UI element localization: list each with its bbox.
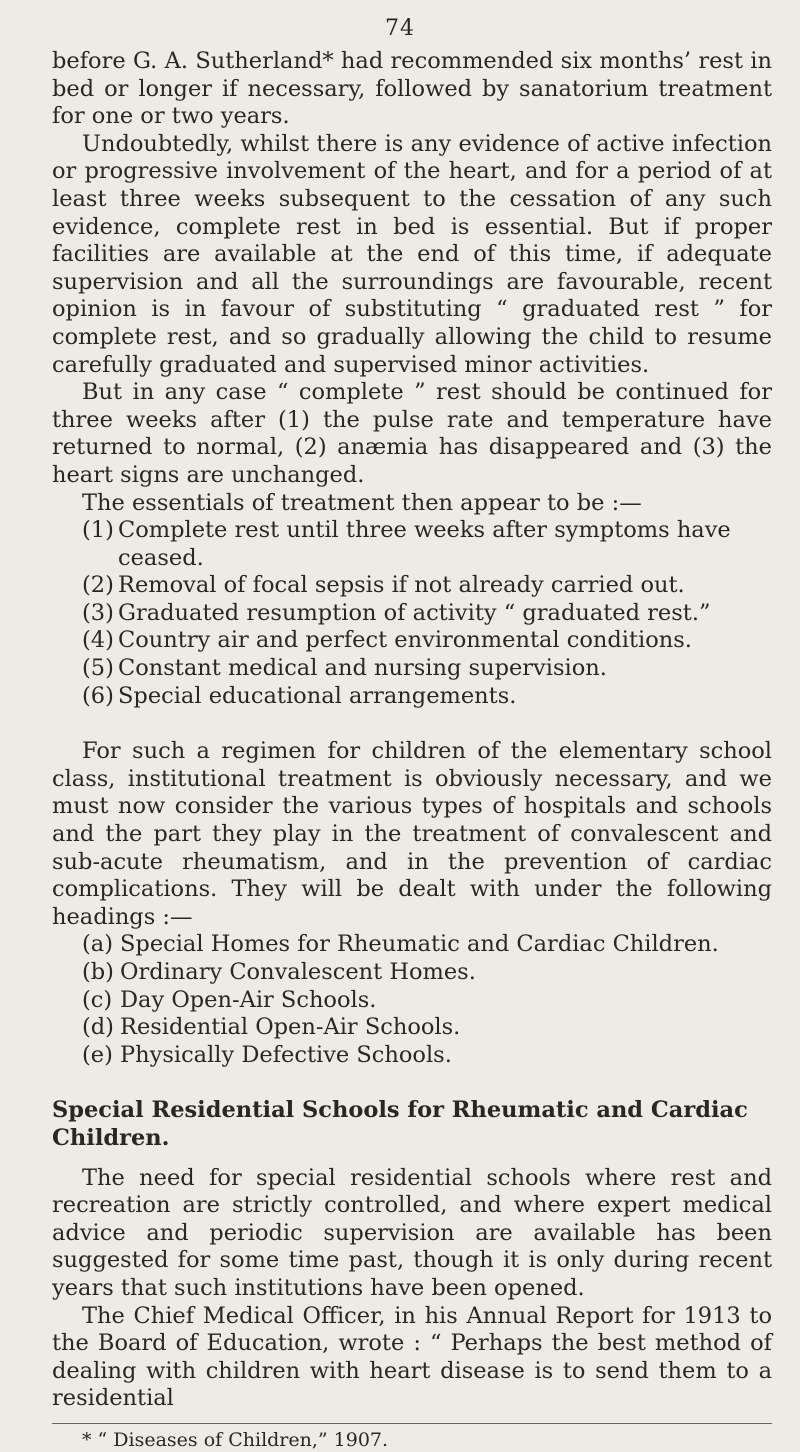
- spacer: [52, 1069, 772, 1097]
- paragraph: before G. A. Sutherland* had recommended six months’ rest in bed or longer if necessary, followed by sanatorium treatment for one or two years.: [52, 48, 772, 130]
- list-item: (1) Complete rest until three weeks after symptoms have ceased.: [82, 517, 731, 571]
- page-number: 74: [385, 16, 415, 41]
- body-text: [52, 48, 772, 1452]
- footnote: * “ Diseases of Children,” 1907.: [82, 1428, 389, 1451]
- paragraph: But in any case “ complete ” rest should be continued for three weeks after (1) the pulse rate and temperature have returned to normal, (2) anæmia has disappeared and (3) the heart signs are unchanged.: [52, 379, 772, 488]
- paragraph: For such a regimen for children of the elementary school class, institutional treatment is obviously necessary, and we must now consider the various types of hospitals and schools and the part they play in the treatment of convalescent and sub-acute rheumatism, and in the prevention of cardiac complications. They will be dealt with under the following headings :—: [52, 738, 772, 930]
- list-item: (5) Constant medical and nursing supervision.: [82, 655, 607, 682]
- essentials-list: [52, 517, 772, 710]
- list-item: (6) Special educational arrangements.: [82, 682, 517, 709]
- list-item: (a) Special Homes for Rheumatic and Cardiac Children.: [82, 931, 719, 958]
- list-item: (c) Day Open-Air Schools.: [82, 986, 377, 1013]
- list-item: (4) Country air and perfect environmental conditions.: [82, 627, 692, 654]
- paragraph-list-intro: The essentials of treatment then appear to be :—: [82, 489, 642, 516]
- list-item: (d) Residential Open-Air Schools.: [82, 1014, 461, 1041]
- list-item: (e) Physically Defective Schools.: [82, 1041, 452, 1068]
- headings-list: [52, 931, 772, 1069]
- spacer: [52, 710, 772, 738]
- section-heading-continued: Children.: [52, 1124, 170, 1151]
- footnote-rule: [52, 1423, 772, 1424]
- paragraph: Undoubtedly, whilst there is any evidence of active infection or progressive involvement of the heart, and for a period of at least three weeks subsequent to the cessation of any such evidence, complete rest in bed is essential. But if proper facilities are available at the end of this time, if adequate supervision and all the surroundings are favourable, recent opinion is in favour of substituting “ graduated rest ” for complete rest, and so gradually allowing the child to resume carefully graduated and supervised minor activities.: [52, 130, 772, 378]
- list-item: (2) Removal of focal sepsis if not already carried out.: [82, 572, 685, 599]
- list-item: (b) Ordinary Convalescent Homes.: [82, 959, 476, 985]
- paragraph: The need for special residential schools where rest and recreation are strictly controlled, and where expert medical advice and periodic supervision are available has been suggested for some time past, though it is only during recent years that such institutions have been opened.: [52, 1164, 772, 1301]
- list-item: (3) Graduated resumption of activity “ graduated rest.”: [82, 599, 711, 626]
- section-heading: Special Residential Schools for Rheumatic and Cardiac: [52, 1097, 748, 1124]
- paragraph: The Chief Medical Officer, in his Annual Report for 1913 to the Board of Education, wrote : “ Perhaps the best method of dealing with children with heart disease is to send them to a residential: [52, 1302, 772, 1412]
- spacer: [52, 1153, 772, 1165]
